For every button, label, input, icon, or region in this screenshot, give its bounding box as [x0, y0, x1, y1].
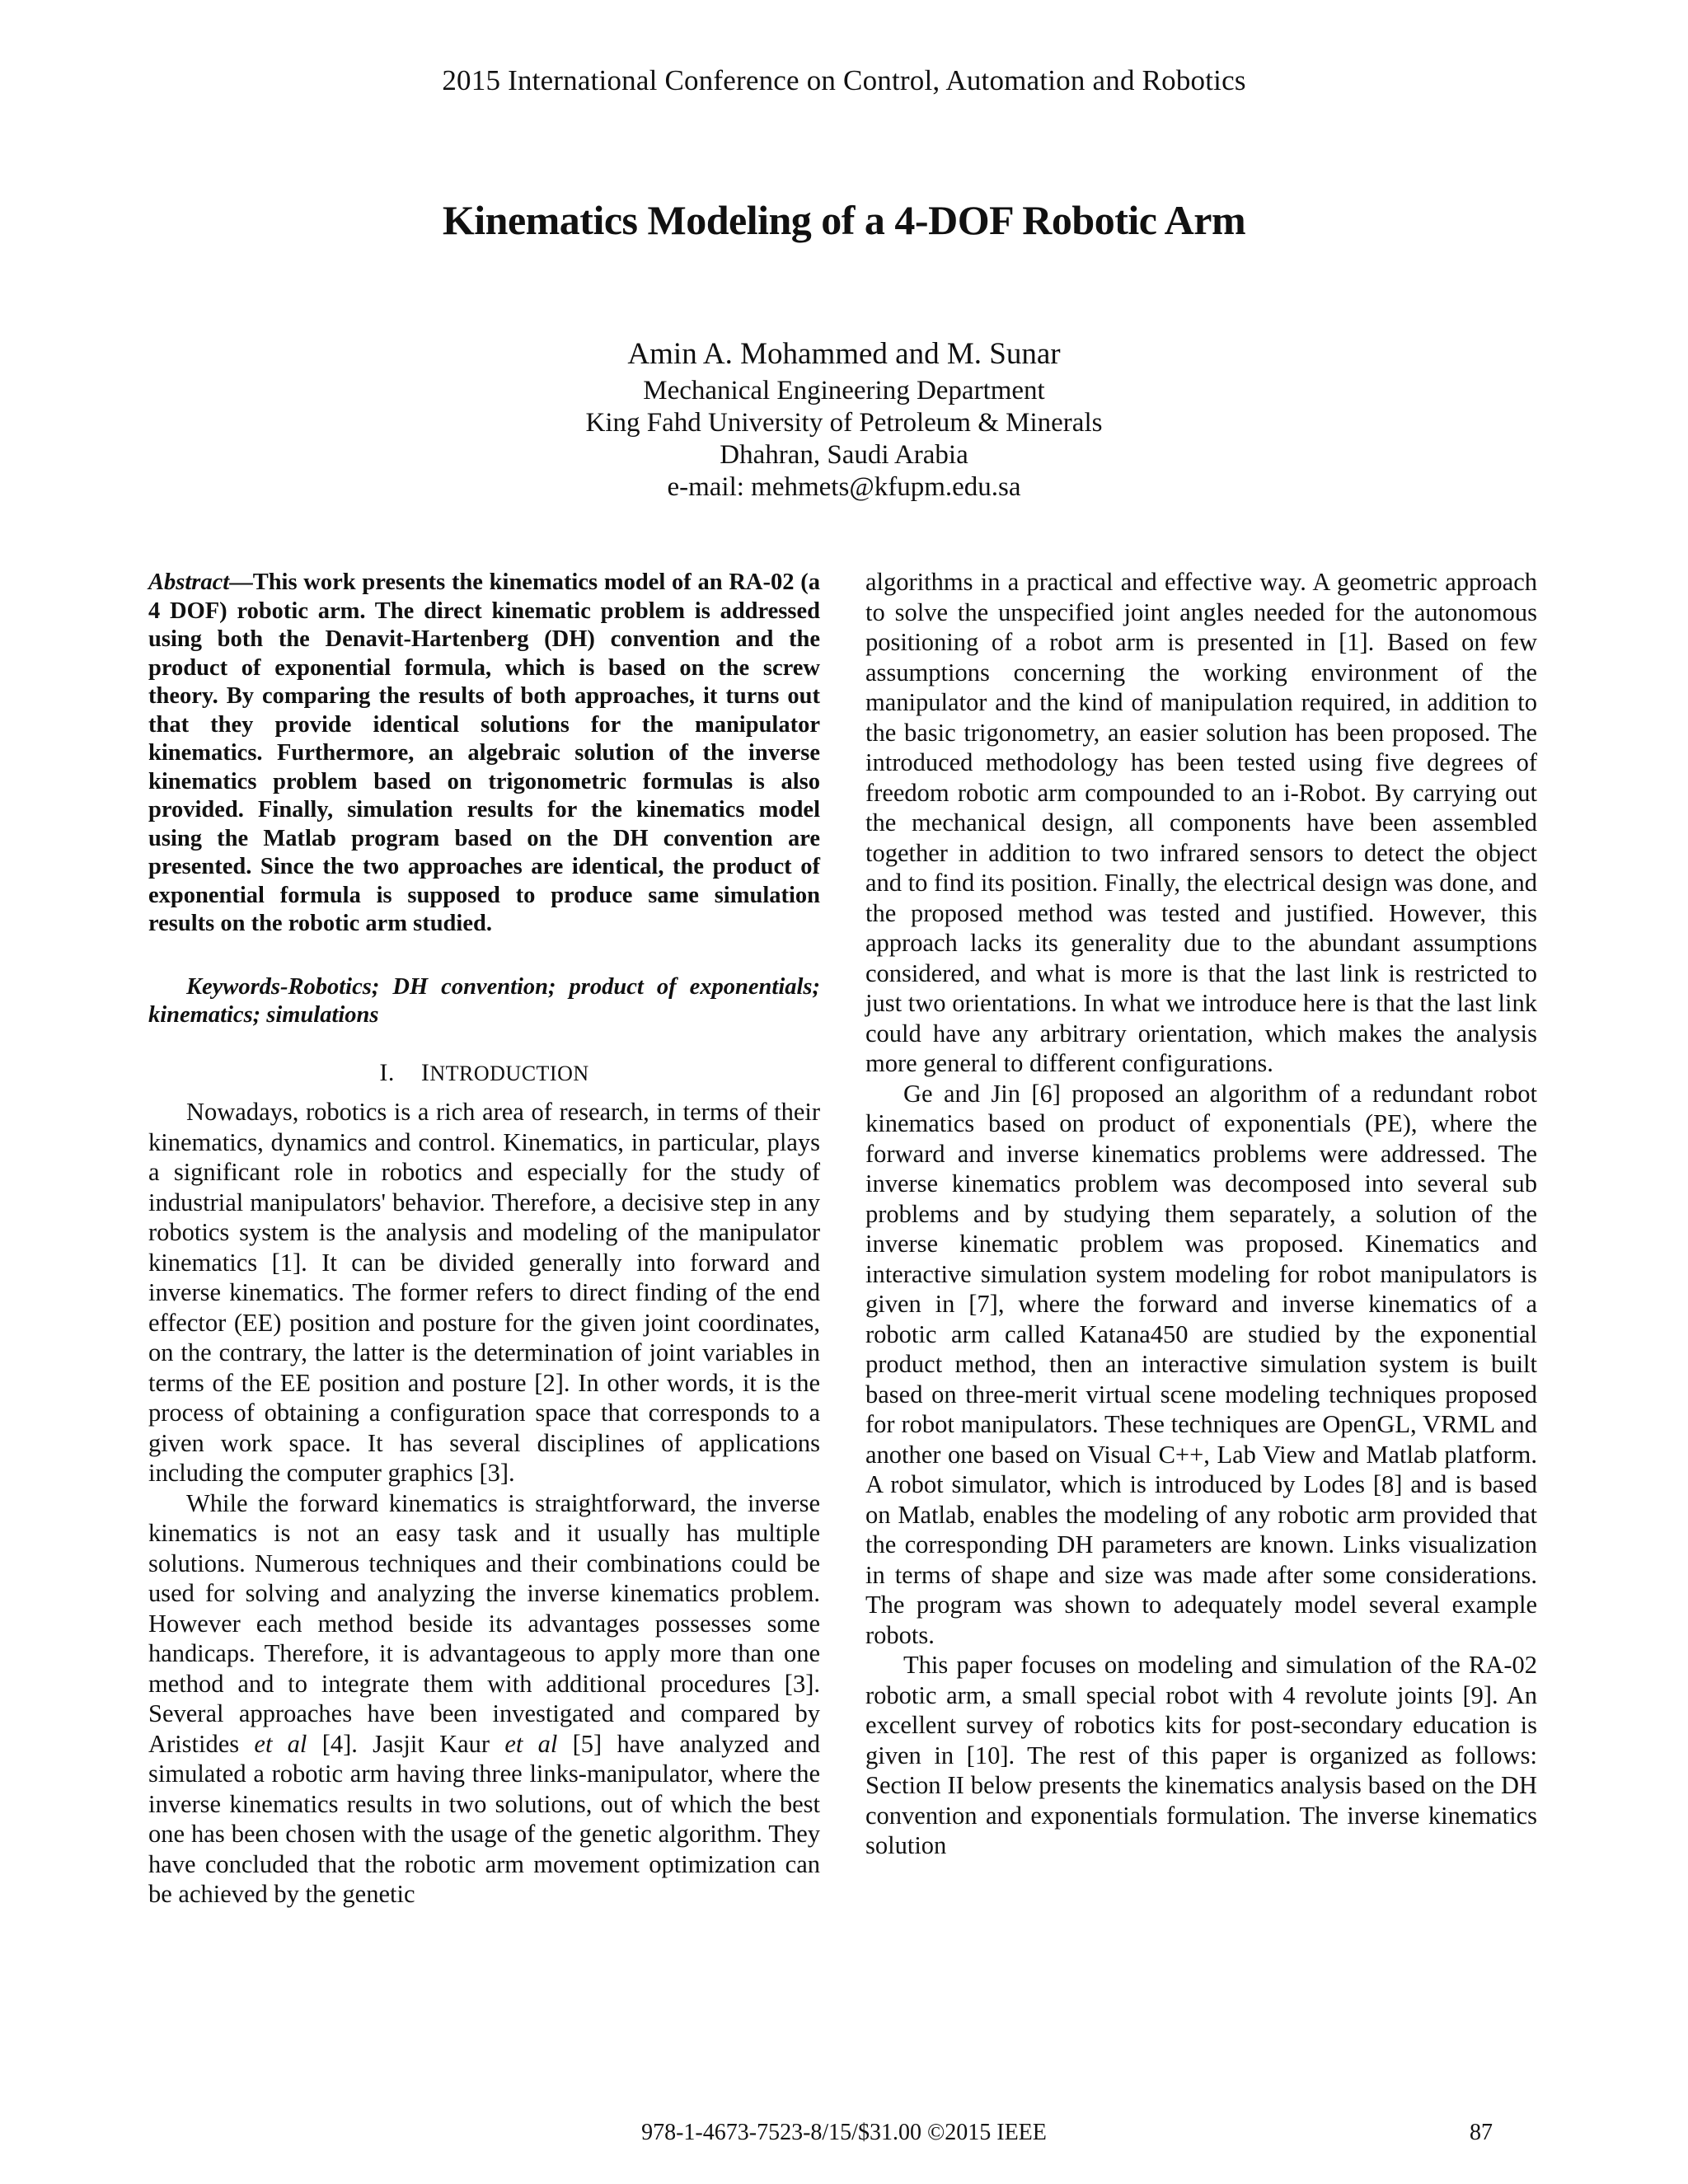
section-number: I.	[379, 1058, 395, 1086]
intro-p2-part-a: While the forward kinematics is straightforward, the inverse kinematics is not an easy task and it usually has multiple solutions. Numerous techniques and their combinations could be used for solving and analyzing the inverse kinematics problem. However each method beside its advantages possesses some handicaps. Therefore, it is advantageous to apply more than one method and to integrate them with additional procedures [3]. Several approaches have been investigated and compared by Aristides	[148, 1488, 820, 1758]
intro-paragraph-2	[148, 1488, 820, 1910]
section-title-first-letter: I	[420, 1058, 430, 1086]
author-email: e-mail: mehmets@kfupm.edu.sa	[667, 472, 1021, 502]
left-column	[148, 569, 820, 1910]
author-location: Dhahran, Saudi Arabia	[720, 440, 968, 470]
conference-header: 2015 International Conference on Control, Automation and Robotics	[442, 64, 1246, 96]
intro-p2-part-c: [5] have analyzed and simulated a robotic arm having three links-manipulator, where the inverse kinematics results in two solutions, out of which the best one has been chosen with the usage of the genetic algorithm. They have concluded that the robotic arm movement optimization can be achieved by the genetic	[148, 1729, 820, 1908]
abstract-text: This work presents the kinematics model of an RA-02 (a 4 DOF) robotic arm. The direct kinematic problem is addressed using both the Denavit-Hartenberg (DH) convention and the product of exponential formula, which is based on the screw theory. By comparing the results of both approaches, it turns out that they provide identical solutions for the manipulator kinematics. Furthermore, an algebraic solution of the inverse kinematics problem based on trigonometric formulas is also provided. Finally, simulation results for the kinematics model using the Matlab program based on the DH convention are presented. Since the two approaches are identical, the product of exponential formula is supposed to produce same simulation results on the robotic arm studied.	[148, 569, 820, 936]
intro-p2-etal-2: et al	[504, 1729, 558, 1758]
isbn-copyright: 978-1-4673-7523-8/15/$31.00 ©2015 IEEE	[641, 2120, 1047, 2145]
keywords: Keywords-Robotics; DH convention; product of exponentials; kinematics; simulations	[148, 973, 820, 1028]
paper-title: Kinematics Modeling of a 4-DOF Robotic Arm	[442, 197, 1246, 243]
right-column	[865, 567, 1537, 1861]
intro-paragraph-1: Nowadays, robotics is a rich area of research, in terms of their kinematics, dynamics and control. Kinematics, in particular, plays a significant role in robotics and especially for the study of industrial manipulators' behavior. Therefore, a decisive step in any robotics system is the analysis and modeling of the manipulator kinematics [1]. It can be divided generally into forward and inverse kinematics. The former refers to direct finding of the end effector (EE) position and posture for the given joint coordinates, on the contrary, the latter is the determination of joint variables in terms of the EE position and posture [2]. In other words, it is the process of obtaining a configuration space that corresponds to a given work space. It has several disciplines of applications including the computer graphics [3].	[148, 1098, 820, 1487]
author-department: Mechanical Engineering Department	[643, 376, 1045, 405]
intro-paragraph-3: algorithms in a practical and effective way. A geometric approach to solve the unspecified joint angles needed for the autonomous positioning of a robot arm is presented in [1]. Based on few assumptions concerning the working environment of the manipulator and the kind of manipulation required, in addition to the basic trigonometry, an easier solution has been proposed. The introduced methodology has been tested using five degrees of freedom robotic arm compounded to an i-Robot. By carrying out the mechanical design, all components have been assembled together in addition to two infrared sensors to detect the object and to find its position. Finally, the electrical design was done, and the proposed method was tested and justified. However, this approach lacks its generality due to the abundant assumptions considered, and what is more is that the last link is restricted to just two orientations. In what we introduce here is that the last link could have any arbitrary orientation, which makes the analysis more general to different configurations.	[865, 568, 1537, 1077]
author-university: King Fahd University of Petroleum & Minerals	[585, 408, 1103, 438]
section-heading-introduction	[148, 1058, 820, 1090]
author-names: Amin A. Mohammed and M. Sunar	[627, 337, 1061, 371]
section-title-rest: NTRODUCTION	[429, 1061, 589, 1085]
intro-p2-etal-1: et al	[254, 1729, 307, 1758]
intro-paragraph-5: This paper focuses on modeling and simulation of the RA-02 robotic arm, a small special robot with 4 revolute joints [9]. An excellent survey of robotics kits for post-secondary education is given in [10]. The rest of this paper is organized as follows: Section II below presents the kinematics analysis based on the DH convention and exponentials formulation. The inverse kinematics solution	[865, 1651, 1537, 1859]
author-block	[0, 336, 1688, 504]
abstract-dash: —	[229, 569, 253, 595]
abstract-label: Abstract	[148, 569, 230, 595]
abstract	[148, 569, 820, 939]
page-number: 87	[1470, 2120, 1493, 2145]
intro-paragraph-4: Ge and Jin [6] proposed an algorithm of a redundant robot kinematics based on product of exponentials (PE), where the forward and inverse kinematics problems were addressed. The inverse kinematics problem was decomposed into several sub problems and by studying them separately, a solution of the inverse kinematic problem was proposed. Kinematics and interactive simulation system modeling for robot manipulators is given in [7], where the forward and inverse kinematics of a robotic arm called Katana450 are studied by the exponential product method, then an interactive simulation system is built based on three-merit virtual scene modeling techniques proposed for robot manipulators. These techniques are OpenGL, VRML and another one based on Visual C++, Lab View and Matlab platform. A robot simulator, which is introduced by Lodes [8] and is based on Matlab, enables the modeling of any robotic arm provided that the corresponding DH parameters are known. Links visualization in terms of shape and size was made after some considerations. The program was shown to adequately model several example robots.	[865, 1079, 1537, 1649]
intro-p2-part-b: [4]. Jasjit Kaur	[307, 1729, 505, 1758]
